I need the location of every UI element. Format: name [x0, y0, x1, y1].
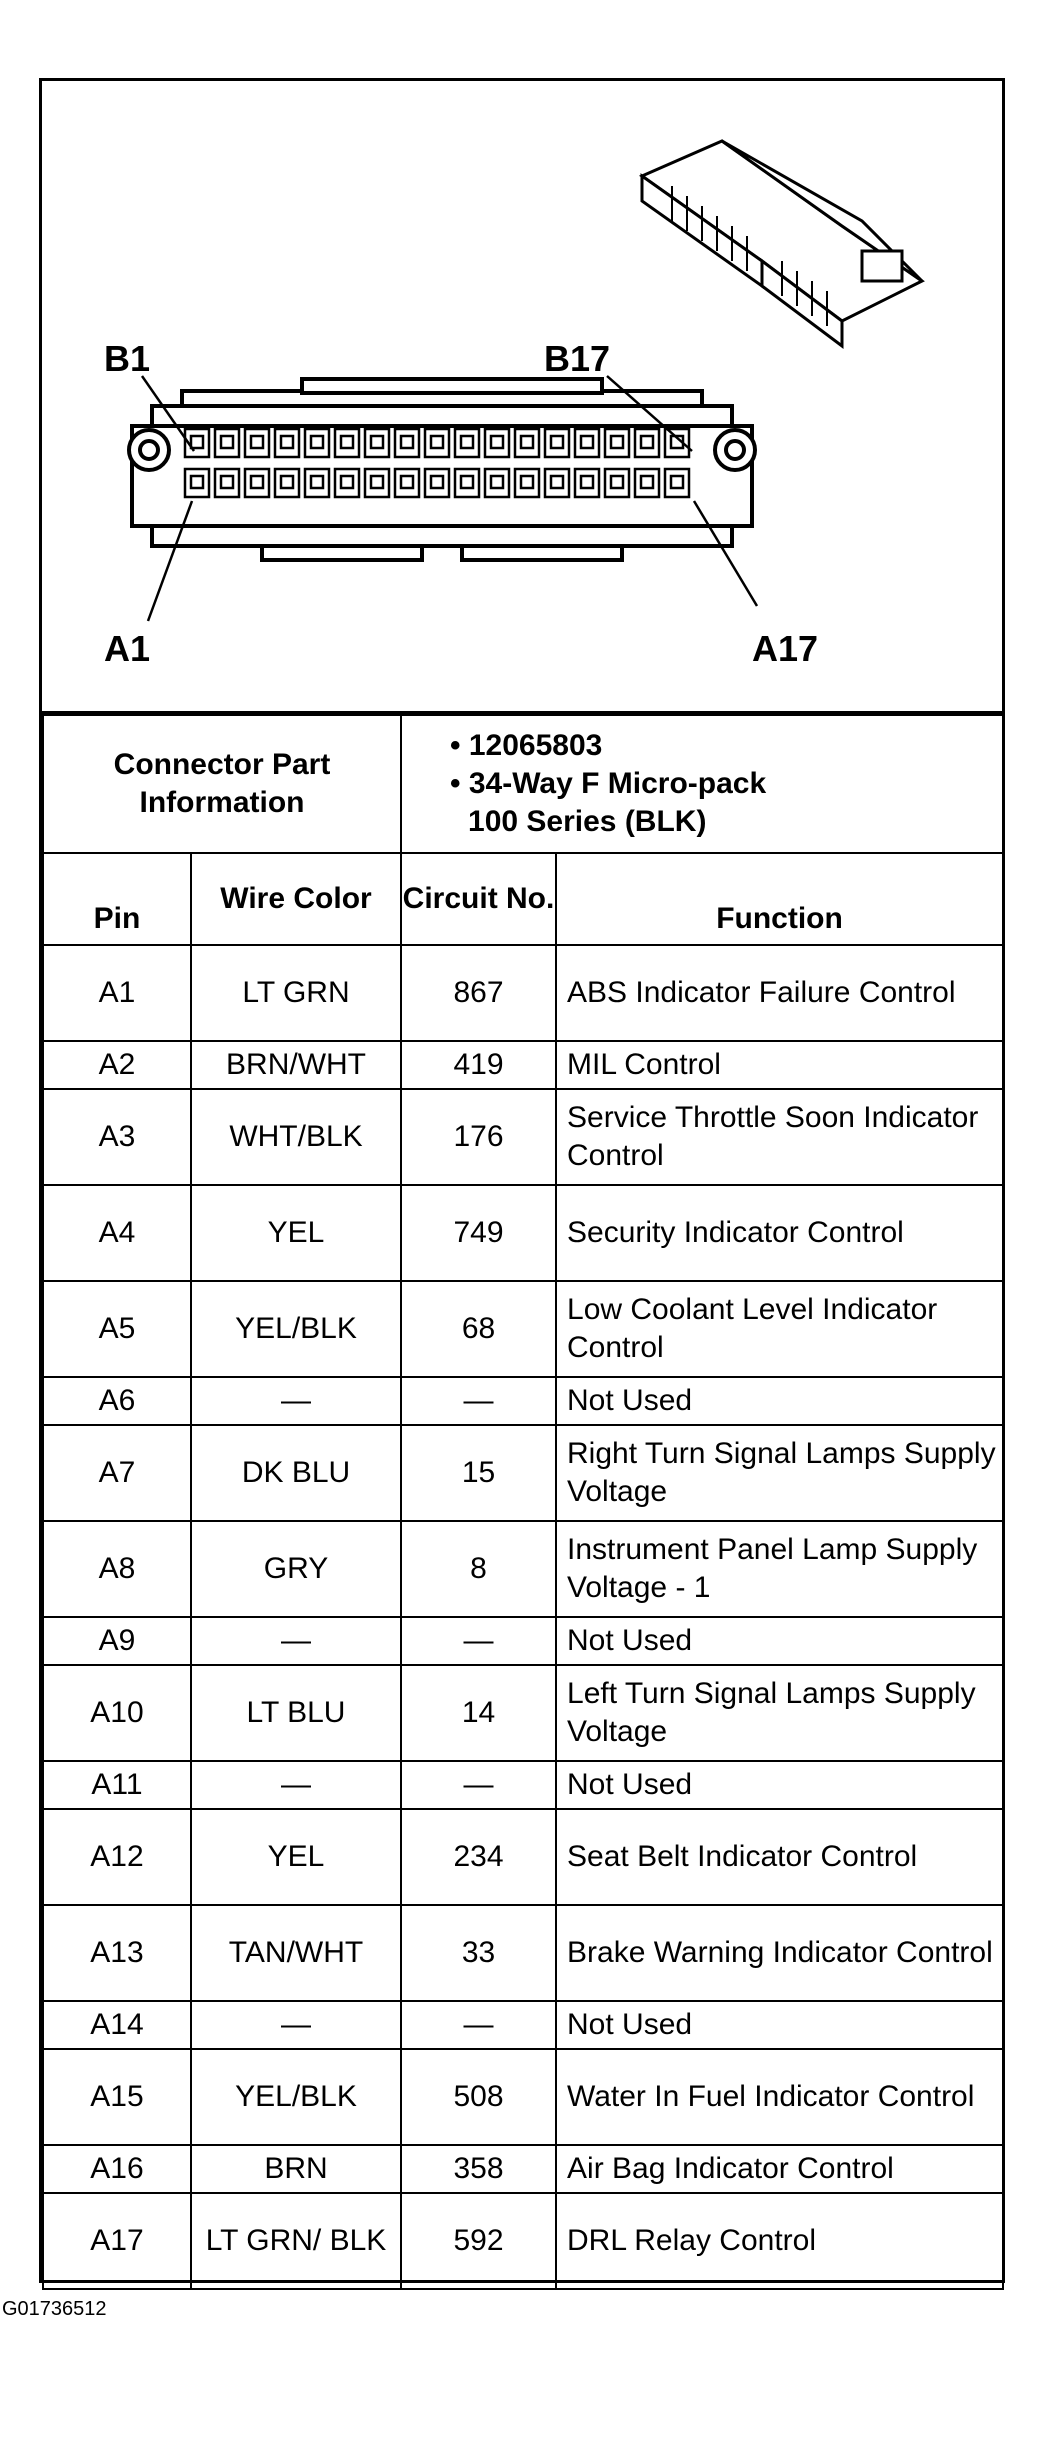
circuit-cell: 592 [401, 2193, 556, 2289]
pin-cell: A15 [43, 2049, 191, 2145]
table-row [43, 1281, 1003, 1377]
wire-color-cell: — [191, 1617, 401, 1665]
wire-color-cell: LT BLU [191, 1665, 401, 1761]
function-cell: Brake Warning Indicator Control [556, 1905, 1003, 2001]
pin-terminal [521, 436, 533, 448]
pin-cell: A8 [43, 1521, 191, 1617]
function-cell: Not Used [556, 1761, 1003, 1809]
table-row [43, 2193, 1003, 2289]
connector-info-details [401, 715, 1003, 853]
col-header-function: Function [556, 853, 1003, 945]
wire-color-cell: — [191, 2001, 401, 2049]
table-row [43, 1185, 1003, 1281]
connector-document [39, 78, 1005, 2283]
column-header-row [43, 853, 1003, 945]
function-cell: Not Used [556, 1377, 1003, 1425]
connector-description-line2: 100 Series (BLK) [468, 805, 707, 838]
function-cell: Water In Fuel Indicator Control [556, 2049, 1003, 2145]
pin-cell: A9 [43, 1617, 191, 1665]
pin-cell: A5 [43, 1281, 191, 1377]
pin-terminal [641, 436, 653, 448]
circuit-cell: 749 [401, 1185, 556, 1281]
pin-cell: A11 [43, 1761, 191, 1809]
pin-cell: A16 [43, 2145, 191, 2193]
col-header-pin: Pin [43, 853, 191, 945]
pin-terminal [341, 436, 353, 448]
circuit-cell: 358 [401, 2145, 556, 2193]
table-row [43, 1665, 1003, 1761]
pin-cell: A14 [43, 2001, 191, 2049]
circuit-cell: 33 [401, 1905, 556, 2001]
table-row [43, 1761, 1003, 1809]
circuit-cell: — [401, 1761, 556, 1809]
function-cell: Right Turn Signal Lamps Supply Voltage [556, 1425, 1003, 1521]
table-row [43, 1617, 1003, 1665]
pin-cell: A10 [43, 1665, 191, 1761]
function-cell: Not Used [556, 2001, 1003, 2049]
circuit-cell: — [401, 2001, 556, 2049]
connector-info-row [43, 715, 1003, 853]
wire-color-cell: TAN/WHT [191, 1905, 401, 2001]
connector-drawing [42, 81, 1002, 711]
wire-color-cell: YEL/BLK [191, 2049, 401, 2145]
table-row [43, 1041, 1003, 1089]
wire-color-cell: WHT/BLK [191, 1089, 401, 1185]
pin-cell: A3 [43, 1089, 191, 1185]
circuit-cell: 15 [401, 1425, 556, 1521]
wire-color-cell: YEL [191, 1809, 401, 1905]
wire-color-cell: — [191, 1377, 401, 1425]
table-row [43, 1905, 1003, 2001]
pin-label-a1: A1 [104, 628, 151, 669]
pin-terminal [281, 476, 293, 488]
connector-info-label: Connector Part Information [43, 715, 401, 853]
table-row [43, 2001, 1003, 2049]
function-cell: ABS Indicator Failure Control [556, 945, 1003, 1041]
function-cell: Air Bag Indicator Control [556, 2145, 1003, 2193]
circuit-cell: 234 [401, 1809, 556, 1905]
pin-terminal [551, 476, 563, 488]
circuit-cell: — [401, 1377, 556, 1425]
pin-terminal [431, 476, 443, 488]
circuit-cell: 14 [401, 1665, 556, 1761]
wire-color-cell: GRY [191, 1521, 401, 1617]
pin-terminal [251, 436, 263, 448]
wire-color-cell: YEL/BLK [191, 1281, 401, 1377]
pin-terminal [581, 436, 593, 448]
function-cell: DRL Relay Control [556, 2193, 1003, 2289]
circuit-cell: 176 [401, 1089, 556, 1185]
function-cell: Service Throttle Soon Indicator Control [556, 1089, 1003, 1185]
function-cell: Left Turn Signal Lamps Supply Voltage [556, 1665, 1003, 1761]
pin-terminal [641, 476, 653, 488]
pin-cell: A1 [43, 945, 191, 1041]
pin-terminal [221, 436, 233, 448]
wire-color-cell: BRN/WHT [191, 1041, 401, 1089]
table-row [43, 2049, 1003, 2145]
pin-terminal [551, 436, 563, 448]
circuit-cell: 68 [401, 1281, 556, 1377]
function-cell: Low Coolant Level Indicator Control [556, 1281, 1003, 1377]
pin-terminal [431, 436, 443, 448]
pin-cell: A13 [43, 1905, 191, 2001]
wire-color-cell: YEL [191, 1185, 401, 1281]
pin-label-a17: A17 [752, 628, 819, 669]
pin-terminal [611, 476, 623, 488]
pin-terminal [251, 476, 263, 488]
wire-color-cell: LT GRN/ BLK [191, 2193, 401, 2289]
pin-cell: A12 [43, 1809, 191, 1905]
pin-terminal [611, 436, 623, 448]
pinout-table [42, 714, 1004, 2290]
pin-terminal [221, 476, 233, 488]
table-row [43, 1809, 1003, 1905]
pin-terminal [401, 436, 413, 448]
col-header-circuit-no: Circuit No. [401, 853, 556, 945]
wire-color-cell: — [191, 1761, 401, 1809]
function-cell: MIL Control [556, 1041, 1003, 1089]
pin-terminal [371, 476, 383, 488]
circuit-cell: 8 [401, 1521, 556, 1617]
connector-description: • 34-Way F Micro-pack [450, 767, 767, 800]
pin-terminal [491, 476, 503, 488]
function-cell: Security Indicator Control [556, 1185, 1003, 1281]
pin-terminal [521, 476, 533, 488]
pin-cell: A4 [43, 1185, 191, 1281]
table-row [43, 945, 1003, 1041]
circuit-cell: 867 [401, 945, 556, 1041]
part-number: • 12065803 [450, 729, 603, 762]
function-cell: Instrument Panel Lamp Supply Voltage - 1 [556, 1521, 1003, 1617]
pin-label-b1: B1 [104, 338, 151, 379]
pin-terminal [311, 476, 323, 488]
circuit-cell: — [401, 1617, 556, 1665]
table-row [43, 1089, 1003, 1185]
col-header-wire-color: Wire Color [191, 853, 401, 945]
pin-terminal [281, 436, 293, 448]
pin-terminal [491, 436, 503, 448]
pin-cell: A17 [43, 2193, 191, 2289]
pin-terminal [581, 476, 593, 488]
table-row [43, 1425, 1003, 1521]
pin-cell: A2 [43, 1041, 191, 1089]
pin-terminal [461, 436, 473, 448]
table-row [43, 1521, 1003, 1617]
function-cell: Seat Belt Indicator Control [556, 1809, 1003, 1905]
figure-id: G01736512 [2, 2298, 107, 2320]
wire-color-cell: BRN [191, 2145, 401, 2193]
pin-terminal [371, 436, 383, 448]
connector-isometric-icon [642, 141, 922, 346]
pin-terminal [341, 476, 353, 488]
pin-terminal [461, 476, 473, 488]
pin-terminal [671, 476, 683, 488]
pin-terminal [401, 476, 413, 488]
connector-diagram [42, 81, 1002, 714]
wire-color-cell: DK BLU [191, 1425, 401, 1521]
pin-terminal [191, 476, 203, 488]
wire-color-cell: LT GRN [191, 945, 401, 1041]
pin-cell: A7 [43, 1425, 191, 1521]
table-row [43, 1377, 1003, 1425]
pin-terminal [311, 436, 323, 448]
circuit-cell: 419 [401, 1041, 556, 1089]
table-row [43, 2145, 1003, 2193]
pin-label-b17: B17 [544, 338, 611, 379]
circuit-cell: 508 [401, 2049, 556, 2145]
function-cell: Not Used [556, 1617, 1003, 1665]
pin-terminal [191, 436, 203, 448]
pin-cell: A6 [43, 1377, 191, 1425]
